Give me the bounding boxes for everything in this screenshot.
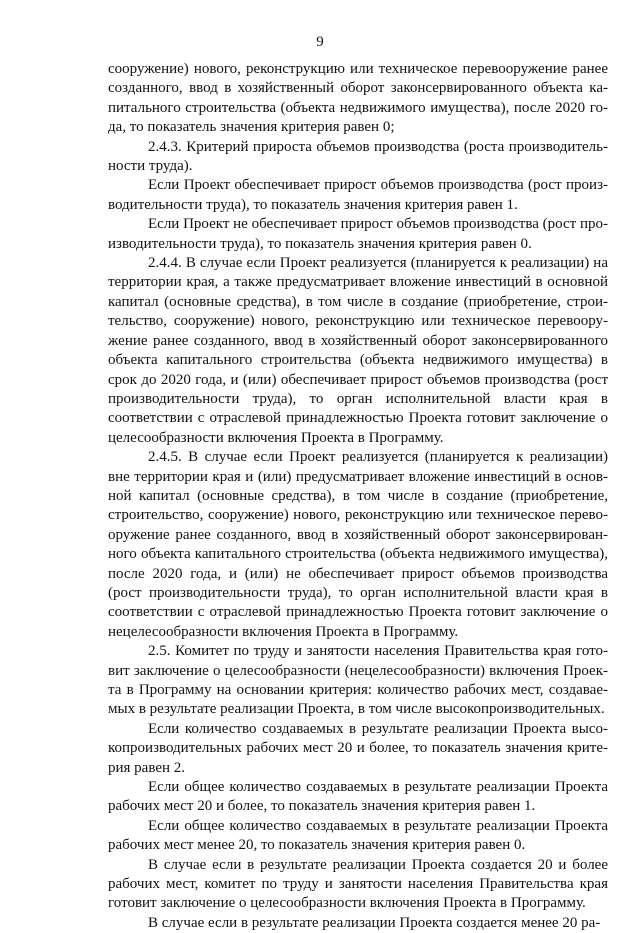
paragraph-committee-conclusion: В случае если в результате реализации Проекта создается 20 и более рабочих мест, комитет по труду и занятости населения Правительства края готовит заключение о целесообразности включения Проекта в Программу.	[108, 856, 608, 912]
paragraph-2-4-3-heading: 2.4.3. Критерий прироста объемов производства (роста производительности труда).	[108, 138, 608, 175]
document-body	[108, 60, 608, 933]
paragraph-jobs-less-than-20: Если общее количество создаваемых в результате реализации Проекта рабочих мест менее 20, то показатель значения критерия равен 0.	[108, 817, 608, 854]
paragraph-no-productivity-growth: Если Проект не обеспечивает прирост объемов производства (рост производительности труда), то показатель значения критерия равен 0.	[108, 216, 609, 252]
paragraph-2-4-5: 2.4.5. В случае если Проект реализуется (планируется к реализации) вне территории края и (или) предусматривает вложение инвестиций в основной капитал (основные средства), в том числе в создание (приобретение, строительство, сооружение) нового, реконструкцию или техническое перевооружение ранее созданного, ввод в хозяйственный оборот законсервированного объекта капитального строительства (объекта недвижимого имущества), после 2020 года, и (или) не обеспечивает прирост объемов производства (рост производительности труда), то орган исполнительной власти края в соответствии с отраслевой принадлежностью Проекта готовит заключение о нецелесообразности включения Проекта в Программу.	[108, 449, 608, 640]
paragraph-trailing: В случае если в результате реализации Проекта создается менее 20 ра-	[148, 914, 601, 931]
paragraph-productivity-growth: Если Проект обеспечивает прирост объемов производства (рост производительности труда), то показатель значения критерия равен 1.	[108, 177, 608, 213]
paragraph-2-4-4: 2.4.4. В случае если Проект реализуется (планируется к реализации) на территории края, а также предусматривает вложение инвестиций в основной капитал (основные средства), в том числе в создание (приобретение, строительство, сооружение) нового, реконструкцию или техническое перевооружение ранее созданного, ввод в хозяйственный оборот законсервированного объекта капитального строительства (объекта недвижимого имущества) в срок до 2020 года, и (или) обеспечивает прирост объемов производства (рост производительности труда), то орган исполнительной власти края в соответствии с отраслевой принадлежностью Проекта готовит заключение о целесообразности включения Проекта в Программу.	[108, 255, 608, 446]
paragraph-high-productivity-jobs: Если количество создаваемых в результате реализации Проекта высокопроизводительных рабочих мест 20 и более, то показатель значения критерия равен 2.	[108, 720, 608, 776]
paragraph-jobs-20-or-more: Если общее количество создаваемых в результате реализации Проекта рабочих мест 20 и более, то показатель значения критерия равен 1.	[108, 779, 608, 815]
page-number: 9	[316, 34, 324, 50]
paragraph-continuation: сооружение) нового, реконструкцию или техническое перевооружение ранее созданного, ввод в хозяйственный оборот законсервированного объекта капитального строительства (объекта недвижимого имущества), после 2020 года, то показатель значения критерия равен 0;	[108, 61, 608, 136]
paragraph-2-5: 2.5. Комитет по труду и занятости населения Правительства края готовит заключение о целесообразности (нецелесообразности) включения Проекта в Программу на основании критерия: количество рабочих мест, создаваемых в результате реализации Проекта, в том числе высокопроизводительных.	[108, 643, 608, 718]
